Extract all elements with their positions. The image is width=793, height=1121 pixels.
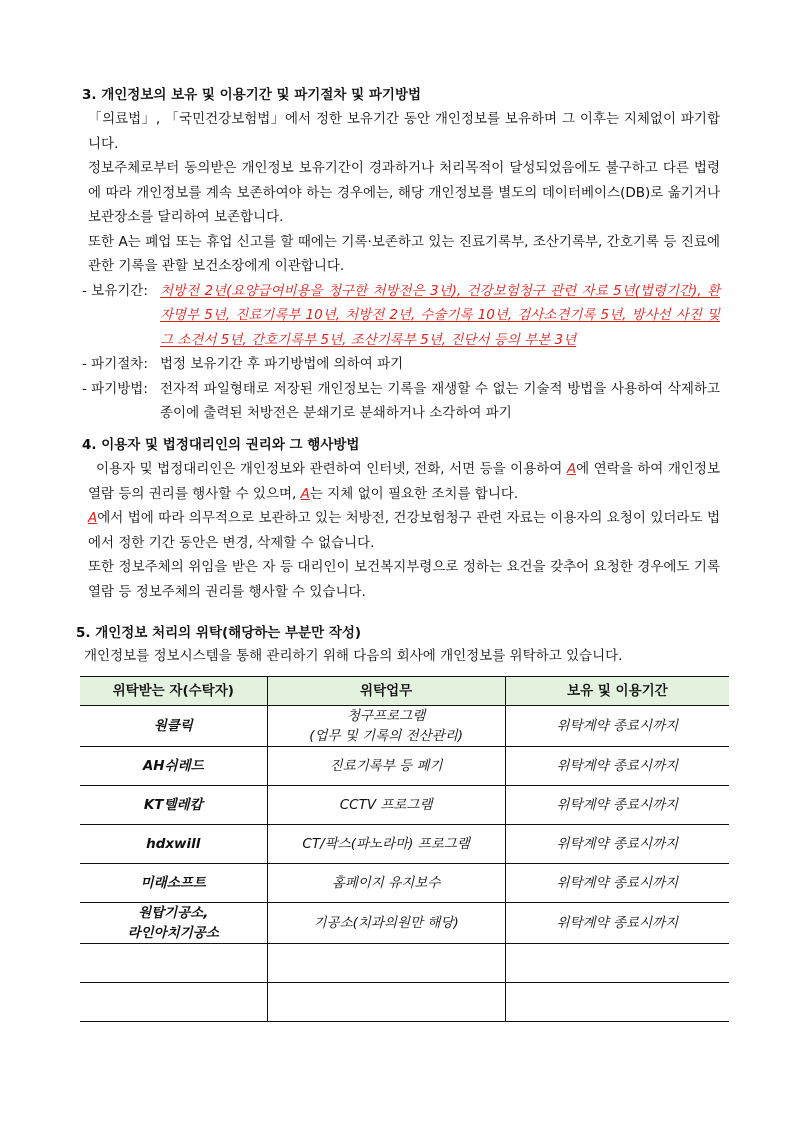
section-4-text: 에서 법에 따라 의무적으로 보관하고 있는 처방전, 건강보험청구 관련 자료는 이용자의 요청이 있더라도 법에서 정한 기간 동안은 변경, 삭제할 수 없습니다. xyxy=(88,510,720,551)
section-3 xyxy=(82,84,720,426)
section-4-paragraph xyxy=(88,506,720,555)
trustee-cell: 미래소프트 xyxy=(80,864,267,903)
table-row xyxy=(80,903,729,944)
table-row xyxy=(80,864,729,903)
section-4-heading: 4. 이용자 및 법정대리인의 권리와 그 행사방법 xyxy=(82,437,360,453)
entrustment-table xyxy=(80,676,729,1022)
task-cell: 기공소(치과의원만 해당) xyxy=(267,903,505,944)
section-5 xyxy=(76,622,720,669)
section-5-heading: 5. 개인정보 처리의 위탁(해당하는 부분만 작성) xyxy=(76,625,362,641)
section-3-paragraph: 정보주체로부터 동의받은 개인정보 보유기간이 경과하거나 처리목적이 달성되었음에도 불구하고 다른 법령에 따라 개인정보를 계속 보존하여야 하는 경우에는, 해당 개인정보를 별도의 데이터베이스(DB)로 옮기거나 보관장소를 달리하여 보존합니다. xyxy=(88,160,720,225)
empty-cell xyxy=(80,944,267,983)
trustee-cell: AH쉬레드 xyxy=(80,747,267,786)
section-3-paragraph: 「의료법」, 「국민건강보험법」에서 정한 보유기간 동안 개인정보를 보유하며 그 이후는 지체없이 파기합니다. xyxy=(88,111,720,152)
section-4-text: 는 지체 없이 필요한 조치를 합니다. xyxy=(309,485,519,502)
destruction-procedure-label: - 파기절차: xyxy=(82,356,148,372)
task-line: (업무 및 기록의 전산관리) xyxy=(309,728,464,744)
trustee-cell: 원클릭 xyxy=(80,706,267,747)
retention-period-label: - 보유기간: xyxy=(82,282,148,299)
table-row xyxy=(80,706,729,747)
trustee-cell: KT텔레캅 xyxy=(80,786,267,825)
destruction-method-item xyxy=(82,377,720,426)
section-5-intro: 개인정보를 정보시스템을 통해 관리하기 위해 다음의 회사에 개인정보를 위탁하고 있습니다. xyxy=(84,648,623,664)
trustee-line: 라인아치기공소 xyxy=(127,925,219,941)
task-line: 청구프로그램 xyxy=(347,708,426,724)
destruction-procedure-value: 법정 보유기간 후 파기방법에 의하여 파기 xyxy=(160,356,404,372)
section-3-paragraph: 또한 A는 폐업 또는 휴업 신고를 할 때에는 기록·보존하고 있는 진료기록부, 조산기록부, 간호기록 등 진료에 관한 기록을 관할 보건소장에게 이관합니다. xyxy=(88,233,720,274)
task-cell: 진료기록부 등 폐기 xyxy=(267,747,505,786)
section-4-text: 이용자 및 법정대리인은 개인정보와 관련하여 인터넷, 전화, 서면 등을 이용하여 xyxy=(96,461,567,477)
section-4-paragraph xyxy=(88,457,720,506)
section-4 xyxy=(82,434,720,604)
destruction-method-value: 전자적 파일형태로 저장된 개인정보는 기록을 재생할 수 없는 기술적 방법을 사용하여 삭제하고 종이에 출력된 처방전은 분쇄기로 분쇄하거나 소각하여 파기 xyxy=(160,380,720,421)
table-row xyxy=(80,786,729,825)
retention-period-item xyxy=(82,279,720,353)
destruction-procedure-item xyxy=(82,352,720,377)
table-row-empty xyxy=(80,944,729,983)
org-name-placeholder: A xyxy=(566,461,577,477)
task-cell: CCTV 프로그램 xyxy=(267,786,505,825)
table-row xyxy=(80,747,729,786)
period-cell: 위탁계약 종료시까지 xyxy=(505,864,729,903)
org-name-placeholder: A xyxy=(88,510,98,526)
period-cell: 위탁계약 종료시까지 xyxy=(505,747,729,786)
table-row-empty xyxy=(80,983,729,1022)
period-cell: 위탁계약 종료시까지 xyxy=(505,825,729,864)
empty-cell xyxy=(267,944,505,983)
section-4-text: 에 연락을 하여 개인정보 열람 등의 권리를 행사할 수 있으며, xyxy=(88,461,720,502)
retention-period-value: 처방전 2년(요양급여비용을 청구한 처방전은 3년), 건강보험청구 관련 자료 5년(법령기간), 환자명부 5년, 진료기록부 10년, 처방전 2년, 수술기록 10년, 검사소견기록 5년, 방사선 사진 및 그 소견서 5년, 간호기록부 5년, 조산기록부 5년, 진단서 등의 부본 3년 xyxy=(160,282,720,348)
org-name-placeholder: A xyxy=(300,485,310,502)
empty-cell xyxy=(80,983,267,1022)
task-cell: 홈페이지 유지보수 xyxy=(267,864,505,903)
table-row xyxy=(80,825,729,864)
section-4-paragraph: 또한 정보주체의 위임을 받은 자 등 대리인이 보건복지부령으로 정하는 요건을 갖추어 요청한 경우에도 기록 열람 등 정보주체의 권리를 행사할 수 있습니다. xyxy=(88,559,720,600)
section-3-heading: 3. 개인정보의 보유 및 이용기간 및 파기절차 및 파기방법 xyxy=(82,87,422,103)
header-period: 보유 및 이용기간 xyxy=(505,677,729,706)
period-cell: 위탁계약 종료시까지 xyxy=(505,706,729,747)
trustee-line: 원탑기공소, xyxy=(138,905,209,921)
trustee-cell: hdxwill xyxy=(80,825,267,864)
task-cell: CT/팍스(파노라마) 프로그램 xyxy=(267,825,505,864)
table-header-row xyxy=(80,677,729,706)
task-cell xyxy=(267,706,505,747)
trustee-cell xyxy=(80,903,267,944)
empty-cell xyxy=(267,983,505,1022)
empty-cell xyxy=(505,944,729,983)
header-task: 위탁업무 xyxy=(267,677,505,706)
empty-cell xyxy=(505,983,729,1022)
header-trustee: 위탁받는 자(수탁자) xyxy=(80,677,267,706)
period-cell: 위탁계약 종료시까지 xyxy=(505,786,729,825)
destruction-method-label: - 파기방법: xyxy=(82,380,148,397)
period-cell: 위탁계약 종료시까지 xyxy=(505,903,729,944)
